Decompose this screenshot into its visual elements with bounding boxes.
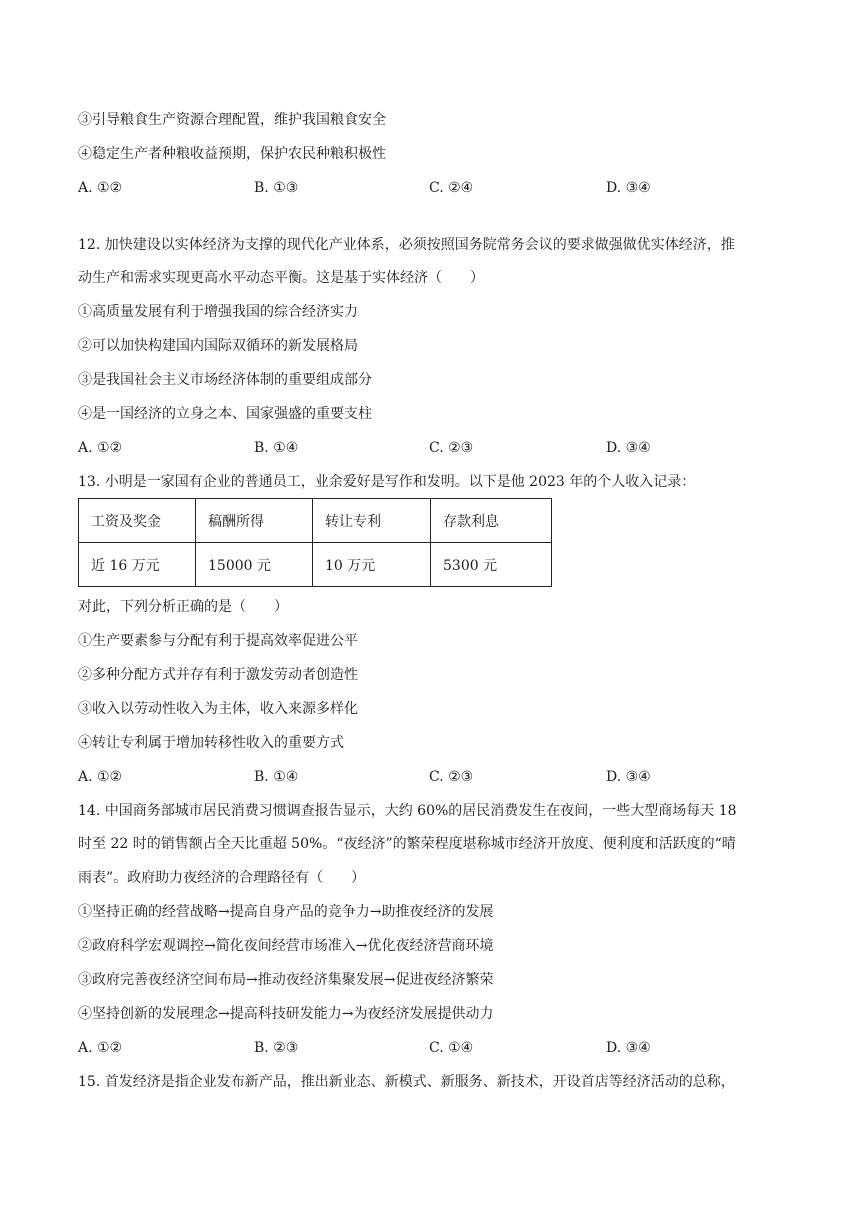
q14-stem-line-1: 14. 中国商务部城市居民消费习惯调查报告显示，大约 60%的居民消费发生在夜间，一些大型商场每天 18 — [78, 803, 737, 819]
q14-option-d: D. ③④ — [606, 1040, 651, 1056]
q12-stem-line-1: 12. 加快建设以实体经济为支撑的现代化产业体系，必须按照国务院常务会议的要求做强做优实体经济，推 — [78, 237, 735, 253]
q11-option-d: D. ③④ — [606, 180, 651, 196]
q11-option-a: A. ①② — [78, 180, 123, 196]
q14-stem-line-2: 时至 22 时的销售额占全天比重超 50%。“夜经济”的繁荣程度堪称城市经济开放度、便利度和活跃度的“晴 — [78, 836, 736, 852]
q14-option-c: C. ①④ — [429, 1040, 474, 1056]
q12-statement-2: ②可以加快构建国内国际双循环的新发展格局 — [78, 338, 358, 354]
q14-statement-1: ①坚持正确的经营战略→提高自身产品的竞争力→助推夜经济的发展 — [78, 904, 494, 920]
q12-option-d: D. ③④ — [606, 440, 651, 456]
q13-option-d: D. ③④ — [606, 769, 651, 785]
q12-statement-3: ③是我国社会主义市场经济体制的重要组成部分 — [78, 372, 372, 388]
q11-option-b: B. ①③ — [254, 180, 299, 196]
q13-statement-2: ②多种分配方式并存有利于激发劳动者创造性 — [78, 667, 358, 683]
table-header-cell: 存款利息 — [431, 499, 552, 543]
q12-statement-1: ①高质量发展有利于增强我国的综合经济实力 — [78, 304, 358, 320]
q12-option-c: C. ②③ — [429, 440, 474, 456]
q13-option-a: A. ①② — [78, 769, 123, 785]
q11-statement-3: ③引导粮食生产资源合理配置，维护我国粮食安全 — [78, 112, 386, 128]
q14-options — [78, 1038, 798, 1058]
q15-stem-line-1: 15. 首发经济是指企业发布新产品，推出新业态、新模式、新服务、新技术，开设首店等经济活动的总称， — [78, 1074, 735, 1090]
q12-options — [78, 438, 798, 458]
q12-option-b: B. ①④ — [254, 440, 299, 456]
q13-option-b: B. ①④ — [254, 769, 299, 785]
q14-option-a: A. ①② — [78, 1040, 123, 1056]
table-header-cell: 工资及奖金 — [79, 499, 196, 543]
q12-stem-line-2: 动生产和需求实现更高水平动态平衡。这是基于实体经济（ ） — [78, 270, 484, 286]
q14-statement-3: ③政府完善夜经济空间布局→推动夜经济集聚发展→促进夜经济繁荣 — [78, 972, 494, 988]
table-cell: 10 万元 — [313, 543, 431, 587]
q11-statement-4: ④稳定生产者种粮收益预期，保护农民种粮积极性 — [78, 146, 386, 162]
table-cell: 15000 元 — [196, 543, 313, 587]
q13-statement-4: ④转让专利属于增加转移性收入的重要方式 — [78, 735, 344, 751]
q13-options — [78, 767, 798, 787]
table-cell: 5300 元 — [431, 543, 552, 587]
table-header-row — [79, 499, 552, 543]
q13-statement-3: ③收入以劳动性收入为主体，收入来源多样化 — [78, 701, 358, 717]
q11-option-c: C. ②④ — [429, 180, 474, 196]
table-row — [79, 543, 552, 587]
q12-statement-4: ④是一国经济的立身之本、国家强盛的重要支柱 — [78, 406, 372, 422]
table-header-cell: 转让专利 — [313, 499, 431, 543]
q13-prompt: 对此，下列分析正确的是（ ） — [78, 599, 288, 615]
q13-statement-1: ①生产要素参与分配有利于提高效率促进公平 — [78, 633, 358, 649]
q14-stem-line-3: 雨表”。政府助力夜经济的合理路径有（ ） — [78, 870, 366, 886]
q14-statement-2: ②政府科学宏观调控→简化夜间经营市场准入→优化夜经济营商环境 — [78, 938, 494, 954]
table-header-cell: 稿酬所得 — [196, 499, 313, 543]
income-table — [78, 498, 552, 587]
q14-option-b: B. ②③ — [254, 1040, 299, 1056]
q13-option-c: C. ②③ — [429, 769, 474, 785]
table-cell: 近 16 万元 — [79, 543, 196, 587]
q13-stem-line-1: 13. 小明是一家国有企业的普通员工，业余爱好是写作和发明。以下是他 2023 年的个人收入记录： — [78, 474, 696, 490]
q14-statement-4: ④坚持创新的发展理念→提高科技研发能力→为夜经济发展提供动力 — [78, 1006, 494, 1022]
q12-option-a: A. ①② — [78, 440, 123, 456]
q11-options — [78, 178, 798, 198]
